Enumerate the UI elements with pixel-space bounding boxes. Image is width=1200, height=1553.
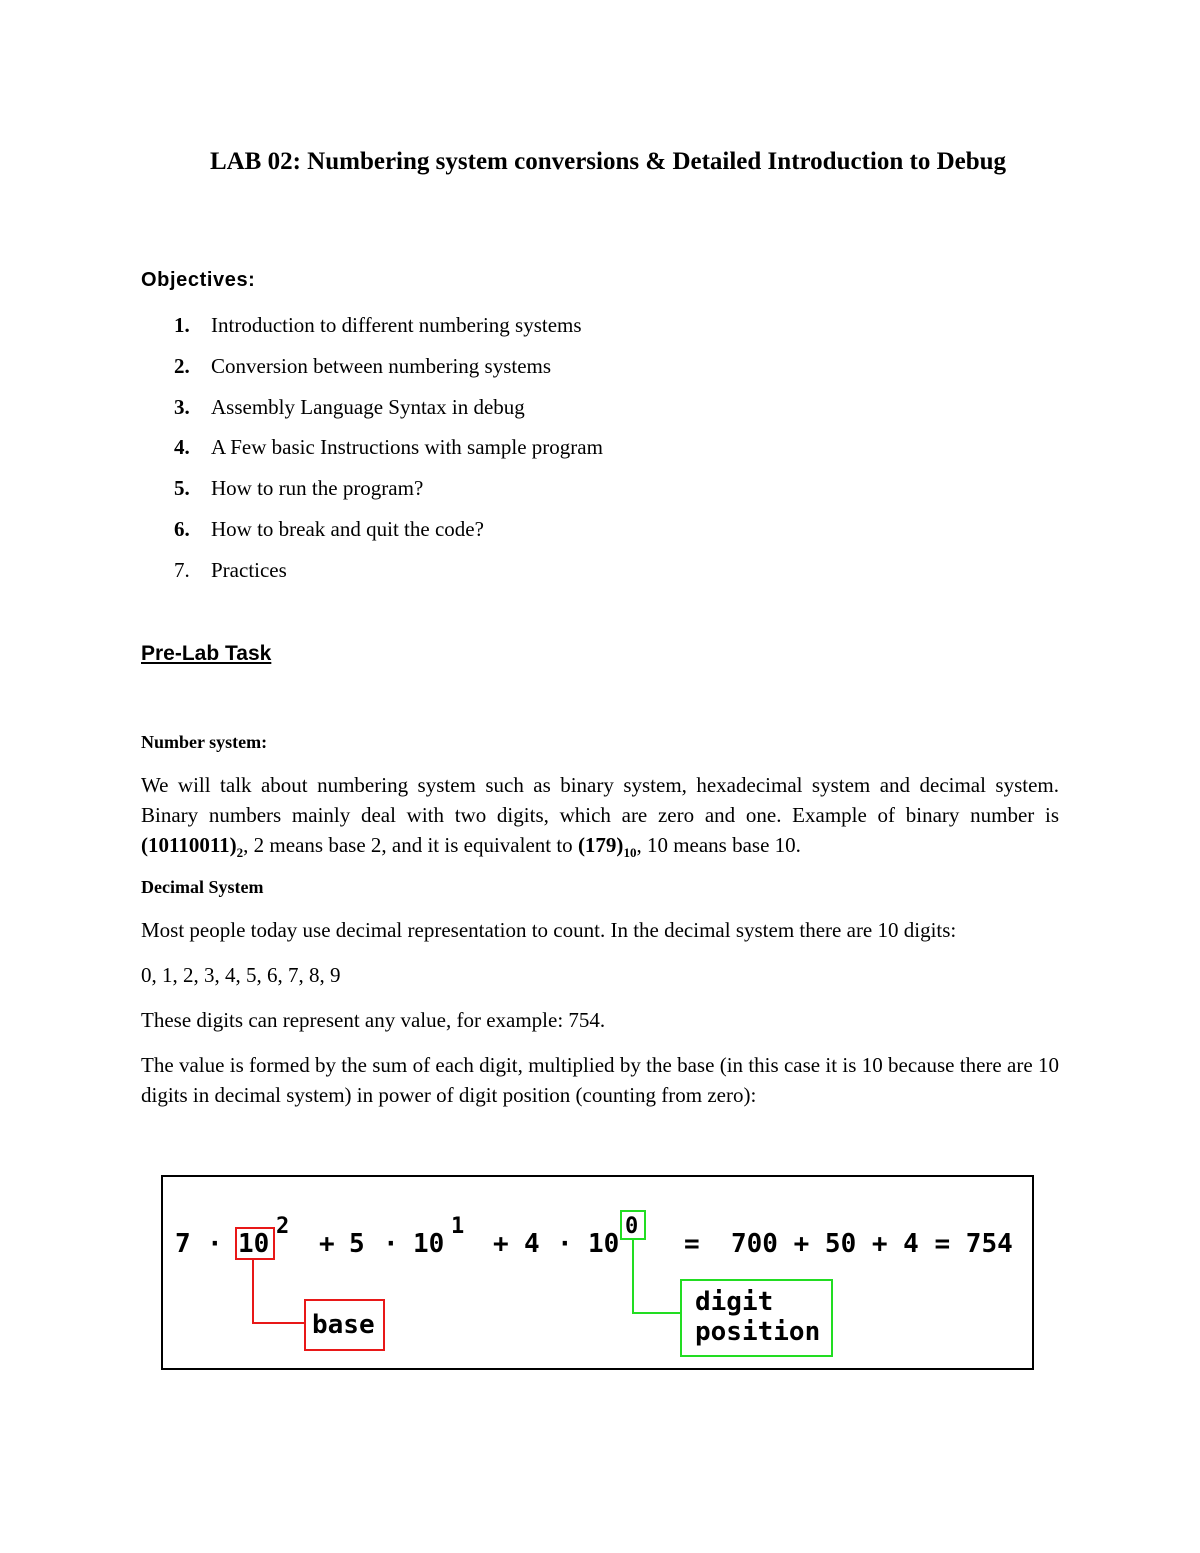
list-number: 1. [174, 313, 190, 337]
paragraph-text: We will talk about numbering system such as binary system, hexadecimal system and decimal system. Binary numbers mainly deal with two digits, which are zero and one. Example of binary number is [141, 773, 1059, 827]
paragraph-text: , 2 means base 2, and it is equivalent to [243, 833, 578, 857]
digit-4: 4 [524, 1229, 540, 1259]
list-number: 6. [174, 517, 190, 541]
equals-operator: = [684, 1229, 700, 1259]
list-number: 3. [174, 395, 190, 419]
exponent-1: 1 [451, 1214, 465, 1239]
digits-line: 0, 1, 2, 3, 4, 5, 6, 7, 8, 9 [141, 963, 341, 987]
decimal-system-paragraph: Most people today use decimal representation to count. In the decimal system there are 10 digits: [141, 918, 957, 942]
exponent-2: 2 [276, 1214, 290, 1239]
list-item [174, 515, 484, 543]
list-number: 4. [174, 435, 190, 459]
digit-label: digit [695, 1287, 774, 1317]
dot-operator: · [557, 1229, 573, 1259]
plus-operator: + [493, 1229, 509, 1259]
position-label: position [695, 1317, 821, 1347]
plus-operator: + [319, 1229, 335, 1259]
decimal-value: (179) [577, 833, 624, 857]
list-item [174, 352, 551, 380]
list-text: Introduction to different numbering systems [211, 313, 582, 337]
base-10-first: 10 [238, 1229, 270, 1259]
list-number: 2. [174, 354, 190, 378]
decimal-expansion-diagram [161, 1175, 1034, 1370]
value-formation-paragraph: The value is formed by the sum of each digit, multiplied by the base (in this case it is 10 because there are 10 digits in decimal system) in power of digit position (counting from zero): [141, 1053, 1059, 1107]
example-paragraph: These digits can represent any value, for example: 754. [141, 1008, 606, 1032]
decimal-system-heading: Decimal System [141, 877, 264, 897]
number-system-heading: Number system: [141, 732, 268, 752]
result-expression: 700 + 50 + 4 = 754 [731, 1229, 1013, 1259]
exponent-0: 0 [625, 1214, 639, 1239]
digit-7: 7 [175, 1229, 191, 1259]
dot-operator: · [207, 1229, 223, 1259]
list-text: Assembly Language Syntax in debug [211, 395, 525, 419]
list-number: 7. [174, 558, 190, 582]
list-item [174, 393, 525, 421]
list-text: How to run the program? [211, 476, 424, 500]
binary-value: (10110011) [141, 833, 237, 857]
list-text: Conversion between numbering systems [211, 354, 552, 378]
paragraph-text: , 10 means base 10. [636, 833, 801, 857]
list-item [174, 311, 582, 339]
list-item [174, 556, 287, 584]
digit-5: 5 [349, 1229, 365, 1259]
prelab-heading: Pre-Lab Task [141, 642, 272, 665]
objectives-heading: Objectives: [141, 269, 256, 291]
number-system-paragraph [141, 770, 1059, 868]
base-10-second: 10 [413, 1229, 445, 1259]
binary-base: 2 [236, 845, 244, 861]
page-title: LAB 02: Numbering system conversions & Detailed Introduction to Debug [209, 148, 1007, 175]
base-label: base [312, 1310, 375, 1340]
list-number: 5. [174, 476, 190, 500]
base-10-third: 10 [588, 1229, 620, 1259]
position-connector-line [633, 1239, 681, 1313]
base-connector-line [253, 1259, 305, 1323]
dot-operator: · [383, 1229, 399, 1259]
diagram-canvas [163, 1177, 1032, 1368]
list-item [174, 474, 423, 502]
decimal-base: 10 [623, 845, 637, 861]
list-text: A Few basic Instructions with sample program [211, 435, 603, 459]
list-text: Practices [211, 558, 287, 582]
list-text: How to break and quit the code? [211, 517, 484, 541]
list-item [174, 433, 603, 461]
